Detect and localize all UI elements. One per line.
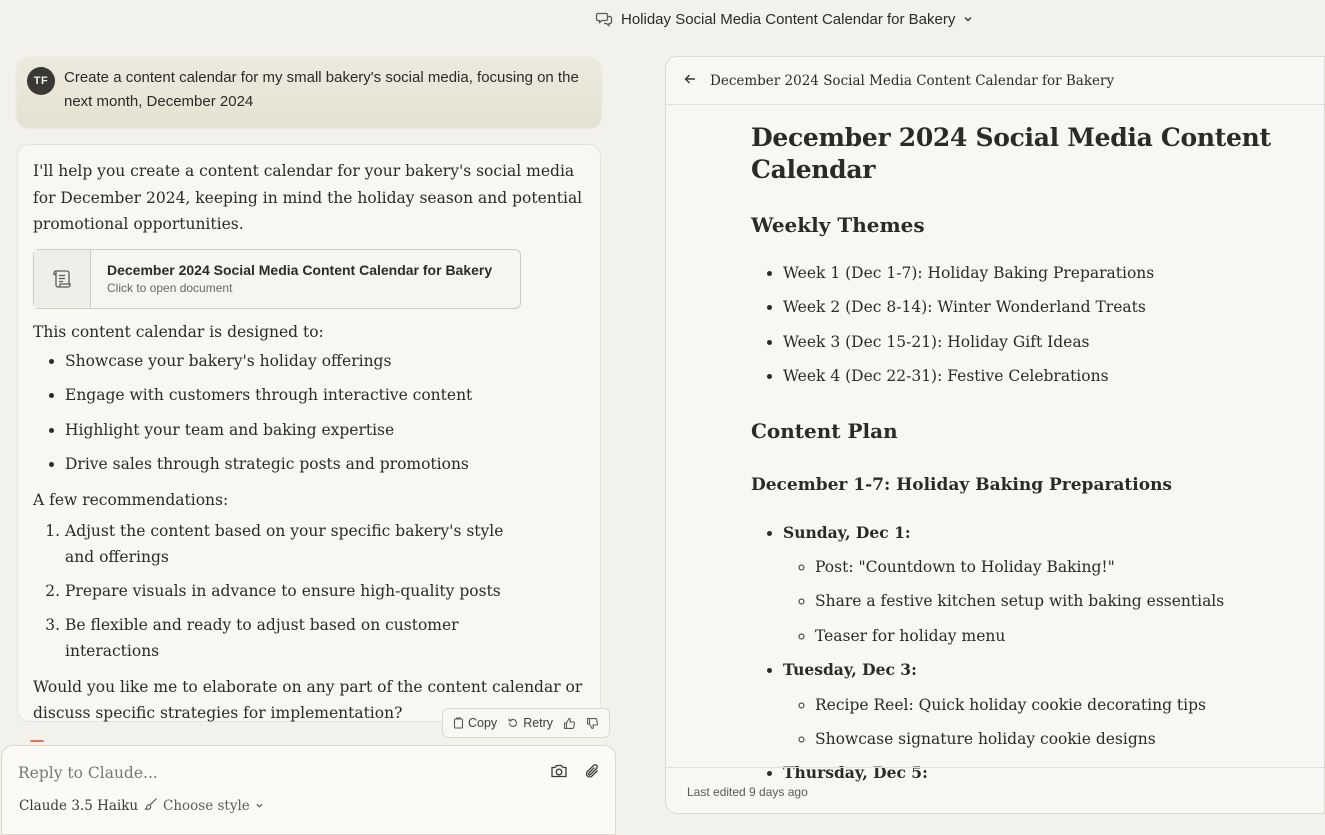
thumbs-up-icon (563, 717, 576, 730)
list-item: • Week 3 (Dec 15-21): Holiday Gift Ideas (783, 325, 1324, 359)
list-item (783, 516, 1324, 654)
reply-box (1, 745, 616, 835)
list-item: ◦ Showcase signature holiday cookie designs (815, 722, 1324, 756)
list-item: • Showcase your bakery's holiday offerings (65, 348, 585, 374)
list-item: 3. Be flexible and ready to adjust based on customer interactions (65, 612, 533, 664)
style-selector[interactable] (144, 797, 264, 815)
user-message-text: Create a content calendar for my small bakery's social media, focusing on the next month, December 2024 (64, 69, 579, 110)
chevron-down-icon (255, 798, 264, 814)
list-item: ◦ Share a festive kitchen setup with baking essentials (815, 584, 1324, 618)
back-arrow-icon[interactable] (683, 71, 697, 90)
scroll-document-icon (34, 250, 91, 308)
document-header-title: December 2024 Social Media Content Calendar for Bakery (710, 72, 1115, 89)
paperclip-icon[interactable] (583, 762, 601, 784)
list-item: • Highlight your team and baking expertise (65, 417, 585, 443)
message-actions (442, 708, 610, 738)
style-label: Choose style (163, 798, 250, 814)
thumbs-down-button[interactable] (582, 711, 603, 735)
list-item: • Drive sales through strategic posts and promotions (65, 451, 585, 477)
document-card-subtitle: Click to open document (107, 280, 233, 295)
list-item: ◦ Recipe Reel: Quick holiday cookie decorating tips (815, 688, 1324, 722)
recommendations-list (33, 518, 533, 664)
week1-heading: December 1-7: Holiday Baking Preparations (751, 474, 1173, 495)
camera-icon[interactable] (550, 763, 568, 783)
chevron-down-icon (963, 14, 973, 24)
days-list (751, 516, 1324, 791)
sub-list (783, 550, 1324, 653)
content-plan-heading: Content Plan (751, 418, 898, 443)
conversation-title[interactable] (595, 8, 973, 30)
assistant-message (17, 144, 601, 722)
list-item (783, 653, 1324, 756)
day-label: Tuesday, Dec 3: (783, 660, 917, 680)
document-content (666, 106, 1324, 783)
weekly-themes-list (751, 256, 1324, 394)
assistant-intro: I'll help you create a content calendar for your bakery's social media for December 2024, keeping in mind the holiday season and potential promotional opportunities. (33, 162, 583, 233)
assistant-closing: Would you like me to elaborate on any part of the content calendar or discuss specific strategies for implementation? (33, 678, 583, 722)
document-card[interactable] (33, 249, 521, 309)
conversation-title-text: Holiday Social Media Content Calendar for Bakery (621, 10, 956, 28)
document-footer: Last edited 9 days ago (666, 767, 1324, 815)
sub-list (783, 688, 1324, 757)
retry-button[interactable] (503, 711, 557, 735)
retry-label: Retry (523, 716, 554, 730)
document-header (666, 57, 1324, 105)
thumbs-up-button[interactable] (559, 711, 580, 735)
list-item: • Week 4 (Dec 22-31): Festive Celebrations (783, 359, 1324, 393)
day-label: Sunday, Dec 1: (783, 522, 911, 542)
list-item: • Week 1 (Dec 1-7): Holiday Baking Preparations (783, 256, 1324, 290)
brush-icon (144, 797, 158, 815)
clipboard-icon (453, 717, 464, 729)
weekly-themes-heading: Weekly Themes (751, 213, 925, 237)
list-item: • Engage with customers through interactive content (65, 382, 585, 408)
thumbs-down-icon (586, 717, 599, 730)
copy-button[interactable] (449, 711, 501, 735)
chat-bubbles-icon (595, 10, 613, 28)
list-item: 2. Prepare visuals in advance to ensure high-quality posts (65, 578, 533, 604)
document-panel (665, 56, 1325, 814)
user-message (17, 57, 601, 127)
list-item: • Week 2 (Dec 8-14): Winter Wonderland Treats (783, 290, 1324, 324)
model-selector[interactable]: Claude 3.5 Haiku (19, 798, 139, 814)
list-item: ◦ Post: "Countdown to Holiday Baking!" (815, 550, 1324, 584)
retry-icon (507, 717, 519, 729)
document-card-title: December 2024 Social Media Content Calendar for Bakery (107, 261, 493, 278)
list-item: 1. Adjust the content based on your specific bakery's style and offerings (65, 518, 533, 570)
user-avatar: TF (27, 67, 55, 95)
recommendations-heading: A few recommendations: (33, 491, 229, 509)
designed-to-text: This content calendar is designed to: (33, 322, 324, 341)
reply-input[interactable] (18, 762, 518, 784)
goals-list (33, 348, 585, 478)
copy-label: Copy (468, 716, 498, 730)
list-item: ◦ Teaser for holiday menu (815, 619, 1324, 653)
document-title: December 2024 Social Media Content Calendar (751, 123, 1271, 184)
day-label: Thursday, Dec 5: (783, 763, 928, 783)
